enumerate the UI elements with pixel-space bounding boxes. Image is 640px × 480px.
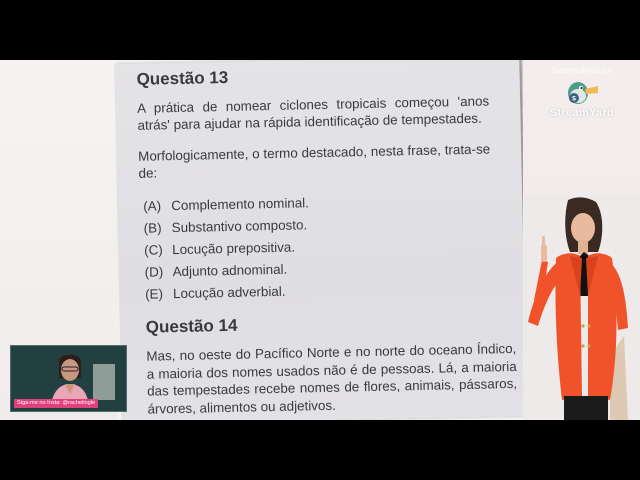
option-letter: (B) bbox=[143, 220, 162, 236]
option-letter: (C) bbox=[144, 242, 163, 258]
option-text: Locução adverbial. bbox=[172, 283, 286, 302]
host-image-panel bbox=[524, 196, 640, 420]
option-letter: (A) bbox=[143, 198, 162, 214]
option-letter: (D) bbox=[144, 264, 164, 280]
option-text: Locução prepositiva. bbox=[172, 239, 296, 258]
streamyard-watermark bbox=[528, 66, 636, 119]
question-13-statement: A prática de nomear ciclones tropicais começou 'anos atrás' para ajudar na rápida identificação de tempestades. bbox=[137, 93, 490, 133]
question-14-statement: Mas, no oeste do Pacífico Norte e no norte do oceano Índico, a maioria dos nomes usados não é de pessoas. Lá, a maioria das tempestades recebe nomes de flores, animais, pássaros, árvores, alimentos ou adjetivos. bbox=[146, 340, 518, 417]
question-14-title: Questão 14 bbox=[145, 315, 238, 337]
video-stage bbox=[0, 60, 640, 420]
option-d bbox=[144, 258, 310, 283]
option-letter: (E) bbox=[144, 286, 164, 302]
streamyard-duck-icon bbox=[565, 77, 599, 107]
brand-name: StreamYard bbox=[549, 107, 615, 119]
question-13-title: Questão 13 bbox=[136, 67, 229, 89]
presenter-photo bbox=[524, 196, 640, 420]
option-text: Adjunto adnominal. bbox=[172, 261, 288, 280]
option-text: Complemento nominal. bbox=[171, 195, 310, 214]
question-13-prompt: Morfologicamente, o termo destacado, nesta frase, trata-se de: bbox=[138, 141, 491, 181]
webcam-caption: Siga-me no Insta: @rachelingle bbox=[14, 399, 98, 408]
svg-text:S: S bbox=[571, 95, 577, 103]
exam-paper bbox=[114, 60, 528, 420]
question-13-options bbox=[143, 192, 311, 305]
webcam-overlay bbox=[10, 345, 127, 412]
sponsor-label: Desenvolvido por bbox=[551, 66, 613, 75]
option-e bbox=[145, 280, 311, 305]
option-text: Substantivo composto. bbox=[171, 217, 308, 236]
